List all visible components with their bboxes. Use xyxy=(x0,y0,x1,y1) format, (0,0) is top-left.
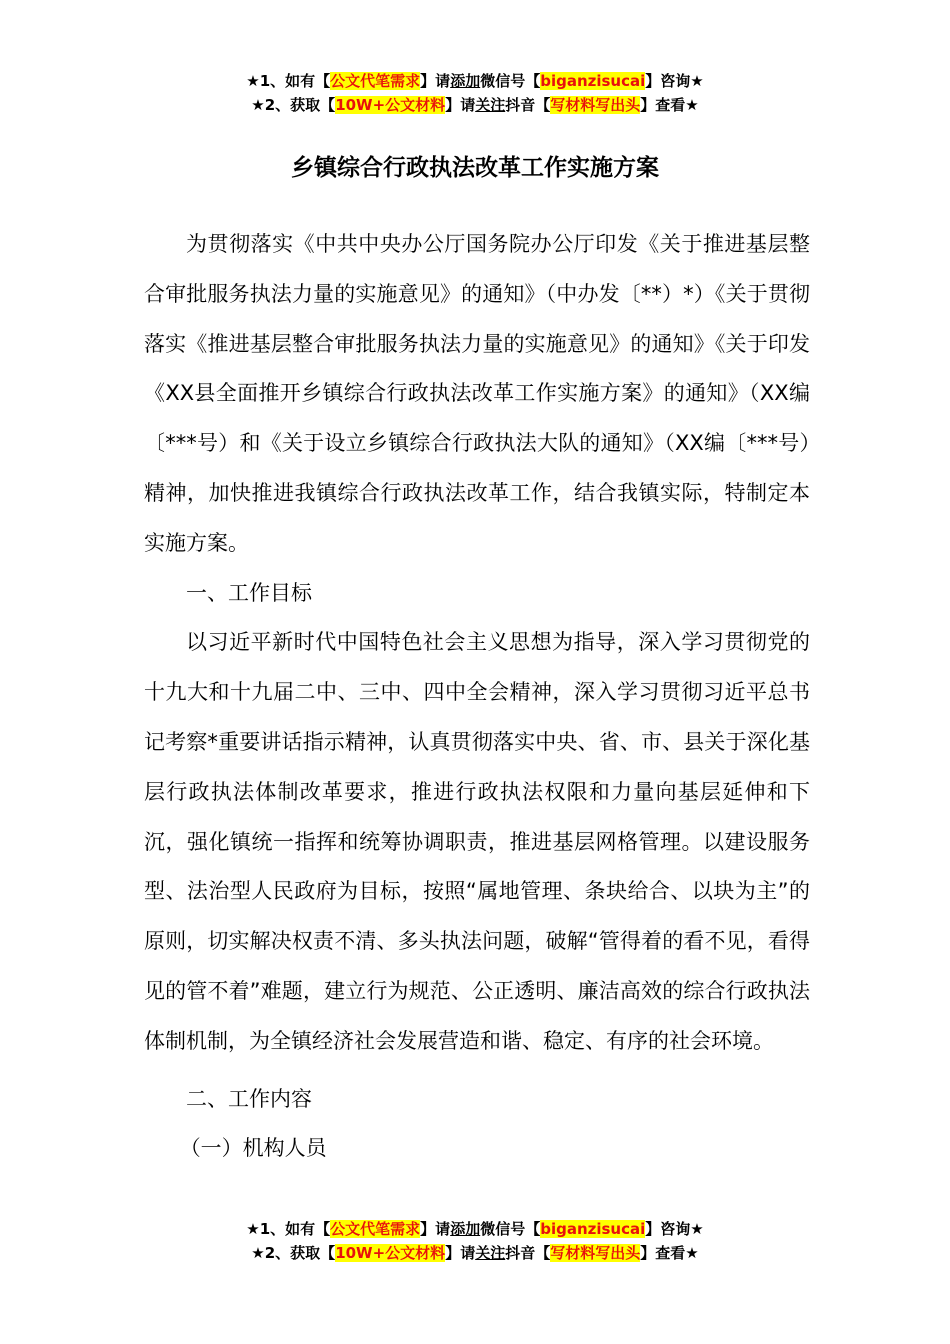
goals-paragraph: 以习近平新时代中国特色社会主义思想为指导，深入学习贯彻党的十九大和十九届二中、三中、四中全会精神，深入学习贯彻习近平总书记考察*重要讲话指示精神，认真贯彻落实中央、省、市、县关于深化基层行政执法体制改革要求，推进行政执法权限和力量向基层延伸和下沉，强化镇统一指挥和统筹协调职责，推进基层网格管理。以建设服务型、法治型人民政府为目标，按照“属地管理、条块给合、以块为主”的原则，切实解决权责不清、多头执法问题，破解“管得着的看不见，看得见的管不着”难题，建立行为规范、公正透明、廉洁高效的综合行政执法体制机制，为全镇经济社会发展营造和谐、稳定、有序的社会环境。 xyxy=(144,630,810,1053)
promo-line-1 xyxy=(0,1217,950,1241)
promo-text: 】查看★ xyxy=(640,96,699,114)
document-title: 乡镇综合行政执法改革工作实施方案 xyxy=(291,155,659,181)
promo-highlight-materials: 10W+公文材料 xyxy=(335,96,446,114)
promo-text: 】咨询★ xyxy=(645,72,704,90)
promo-line-2 xyxy=(0,1241,950,1265)
promo-text: 抖音【 xyxy=(505,96,551,114)
promo-text: 】请 xyxy=(420,1220,451,1238)
promo-highlight-wechat: biganzisucai xyxy=(540,72,646,90)
section-heading-goals: 一、工作目标 xyxy=(186,580,312,605)
promo-highlight-douyin: 写材料写出头 xyxy=(550,96,641,114)
promo-text: 】请 xyxy=(420,72,451,90)
promo-emphasis: 添加 xyxy=(450,72,481,90)
promo-highlight-douyin: 写材料写出头 xyxy=(550,1244,641,1262)
promo-text: 抖音【 xyxy=(505,1244,551,1262)
promo-text: 微信号【 xyxy=(480,72,541,90)
section-heading-content: 二、工作内容 xyxy=(186,1086,312,1111)
promo-line-2 xyxy=(0,93,950,117)
promo-text: 微信号【 xyxy=(480,1220,541,1238)
promo-text: ★2、获取【 xyxy=(251,96,336,114)
promo-emphasis: 添加 xyxy=(450,1220,481,1238)
promo-text: 】请 xyxy=(445,1244,476,1262)
document-body xyxy=(144,220,810,1174)
promo-text: 】咨询★ xyxy=(645,1220,704,1238)
subsection-heading-staffing: （一）机构人员 xyxy=(179,1136,327,1161)
promo-highlight-materials: 10W+公文材料 xyxy=(335,1244,446,1262)
promo-line-1 xyxy=(0,69,950,93)
promo-text: 】请 xyxy=(445,96,476,114)
promo-highlight-service: 公文代笔需求 xyxy=(330,1220,421,1238)
promo-banner-top xyxy=(0,69,950,117)
promo-emphasis: 关注 xyxy=(475,1244,506,1262)
promo-highlight-wechat: biganzisucai xyxy=(540,1220,646,1238)
promo-text: ★1、如有【 xyxy=(246,72,331,90)
promo-banner-bottom xyxy=(0,1217,950,1265)
promo-text: ★2、获取【 xyxy=(251,1244,336,1262)
promo-highlight-service: 公文代笔需求 xyxy=(330,72,421,90)
promo-emphasis: 关注 xyxy=(475,96,506,114)
promo-text: 】查看★ xyxy=(640,1244,699,1262)
intro-paragraph: 为贯彻落实《中共中央办公厅国务院办公厅印发《关于推进基层整合审批服务执法力量的实施意见》的通知》（中办发〔**）*）《关于贯彻落实《推进基层整合审批服务执法力量的实施意见》的通知》《关于印发《XX县全面推开乡镇综合行政执法改革工作实施方案》的通知》（XX编〔***号）和《关于设立乡镇综合行政执法大队的通知》（XX编〔***号）精神，加快推进我镇综合行政执法改革工作，结合我镇实际，特制定本实施方案。 xyxy=(144,232,810,555)
promo-text: ★1、如有【 xyxy=(246,1220,331,1238)
